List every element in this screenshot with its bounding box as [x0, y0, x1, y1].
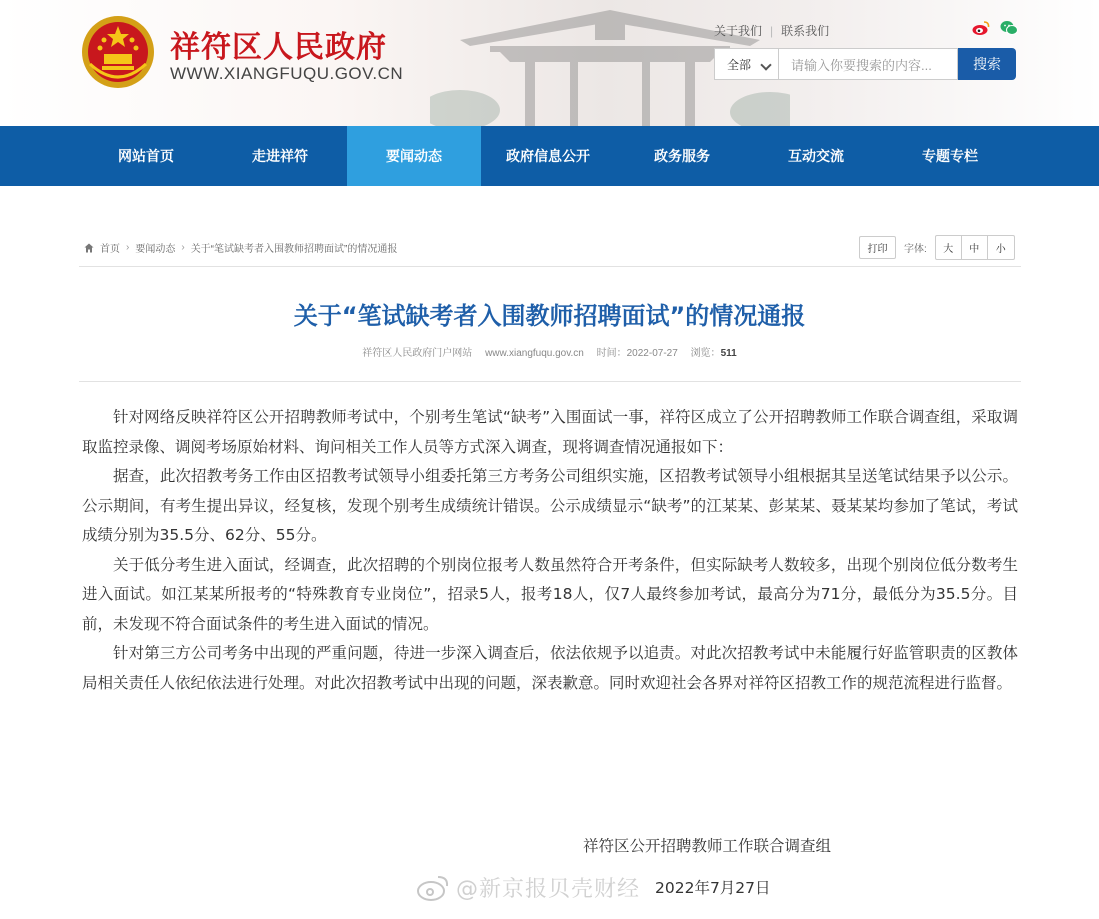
divider [79, 381, 1021, 382]
time-label: 时间： [596, 348, 627, 359]
time-value: 2022-07-27 [626, 348, 678, 359]
article-date: 2022年7月27日 [655, 879, 771, 897]
article-body [82, 403, 1018, 698]
nav-item-topics[interactable]: 专题专栏 [922, 148, 978, 164]
article-source: 祥符区人民政府门户网站 [362, 348, 473, 359]
site-name[interactable]: 祥符区人民政府 [170, 30, 387, 65]
search-input[interactable]: 请输入你要搜索的内容... [778, 48, 958, 80]
search-scope-select[interactable]: 全部 [714, 48, 778, 80]
site-url: WWW.XIANGFUQU.GOV.CN [170, 64, 404, 83]
link-separator: | [770, 24, 774, 38]
contact-us-link[interactable]: 联系我们 [781, 24, 830, 38]
nav-item-services[interactable]: 政务服务 [654, 148, 710, 164]
font-size-group [935, 235, 1015, 260]
breadcrumb-home[interactable]: 首页 [100, 244, 120, 255]
article-meta [0, 344, 1099, 359]
article-time [597, 348, 678, 359]
nav-item-about-xiangfu[interactable]: 走进祥符 [252, 148, 308, 164]
divider [79, 266, 1021, 267]
print-button[interactable]: 打印 [859, 236, 896, 259]
about-us-link[interactable]: 关于我们 [714, 24, 763, 38]
font-medium-button[interactable]: 中 [962, 236, 988, 259]
site-header [0, 0, 1099, 126]
article-paragraph: 针对第三方公司考务中出现的严重问题，待进一步深入调查后，依法依规予以追责。对此次招教考试中未能履行好监管职责的区教体局相关责任人依纪依法进行处理。对此次招教考试中出现的问题，深表歉意。同时欢迎社会各界对祥符区招教工作的规范流程进行监督。 [82, 644, 1018, 692]
font-small-button[interactable]: 小 [995, 244, 1006, 255]
main-nav [0, 126, 1099, 186]
nav-item-gov-info[interactable]: 政府信息公开 [506, 148, 590, 164]
article-views [691, 348, 737, 359]
search-bar [714, 48, 1016, 80]
views-value: 511 [720, 348, 737, 359]
watermark [416, 872, 640, 903]
weibo-watermark-icon [416, 874, 450, 902]
social-icons [972, 20, 1018, 36]
nav-item-news[interactable]: 要闻动态 [347, 126, 481, 186]
watermark-text: @新京报贝壳财经 [456, 877, 641, 902]
views-label: 浏览： [690, 348, 721, 359]
nav-item-home[interactable]: 网站首页 [118, 148, 174, 164]
chevron-right-icon: › [126, 242, 130, 253]
wechat-icon[interactable] [1000, 20, 1018, 36]
nav-item-interaction[interactable]: 互动交流 [788, 148, 844, 164]
article-title: 关于“笔试缺考者入围教师招聘面试”的情况通报 [293, 302, 806, 330]
article-signature: 祥符区公开招聘教师工作联合调查组 [583, 837, 832, 855]
font-large-button[interactable]: 大 [936, 236, 962, 259]
weibo-icon[interactable] [972, 20, 990, 36]
breadcrumb-section[interactable]: 要闻动态 [135, 244, 176, 255]
article-paragraph: 据查，此次招教考务工作由区招教考试领导小组委托第三方考务公司组织实施，区招教考试领导小组根据其呈送笔试结果予以公示。公示期间，有考生提出异议，经复核，发现个别考生成绩统计错误。公示成绩显示“缺考”的江某某、彭某某、聂某某均参加了笔试，考试成绩分别为35.5分、62分、55分。 [82, 467, 1018, 544]
home-icon [84, 243, 94, 253]
article-paragraph: 关于低分考生进入面试，经调查，此次招聘的个别岗位报考人数虽然符合开考条件，但实际缺考人数较多，出现个别岗位低分数考生进入面试。如江某某所报考的“特殊教育专业岗位”，招录5人，报考18人，仅7人最终参加考试，最高分为71分，最低分为35.5分。目前，未发现不符合面试条件的考生进入面试的情况。 [82, 555, 1018, 633]
article-domain: www.xiangfuqu.gov.cn [485, 348, 584, 359]
font-size-label: 字体: [904, 244, 927, 255]
breadcrumb [84, 240, 397, 255]
chevron-right-icon: › [181, 242, 185, 253]
top-links [714, 22, 829, 39]
article-paragraph: 针对网络反映祥符区公开招聘教师考试中，个别考生笔试“缺考”入围面试一事，祥符区成立了公开招聘教师工作联合调查组，采取调取监控录像、调阅考场原始材料、询问相关工作人员等方式深入调查，现将调查情况通报如下： [82, 408, 1018, 456]
search-button[interactable]: 搜索 [958, 48, 1016, 80]
national-emblem-icon [80, 14, 156, 90]
article-tools [859, 235, 1015, 260]
breadcrumb-current: 关于“笔试缺考者入围教师招聘面试”的情况通报 [190, 244, 398, 255]
